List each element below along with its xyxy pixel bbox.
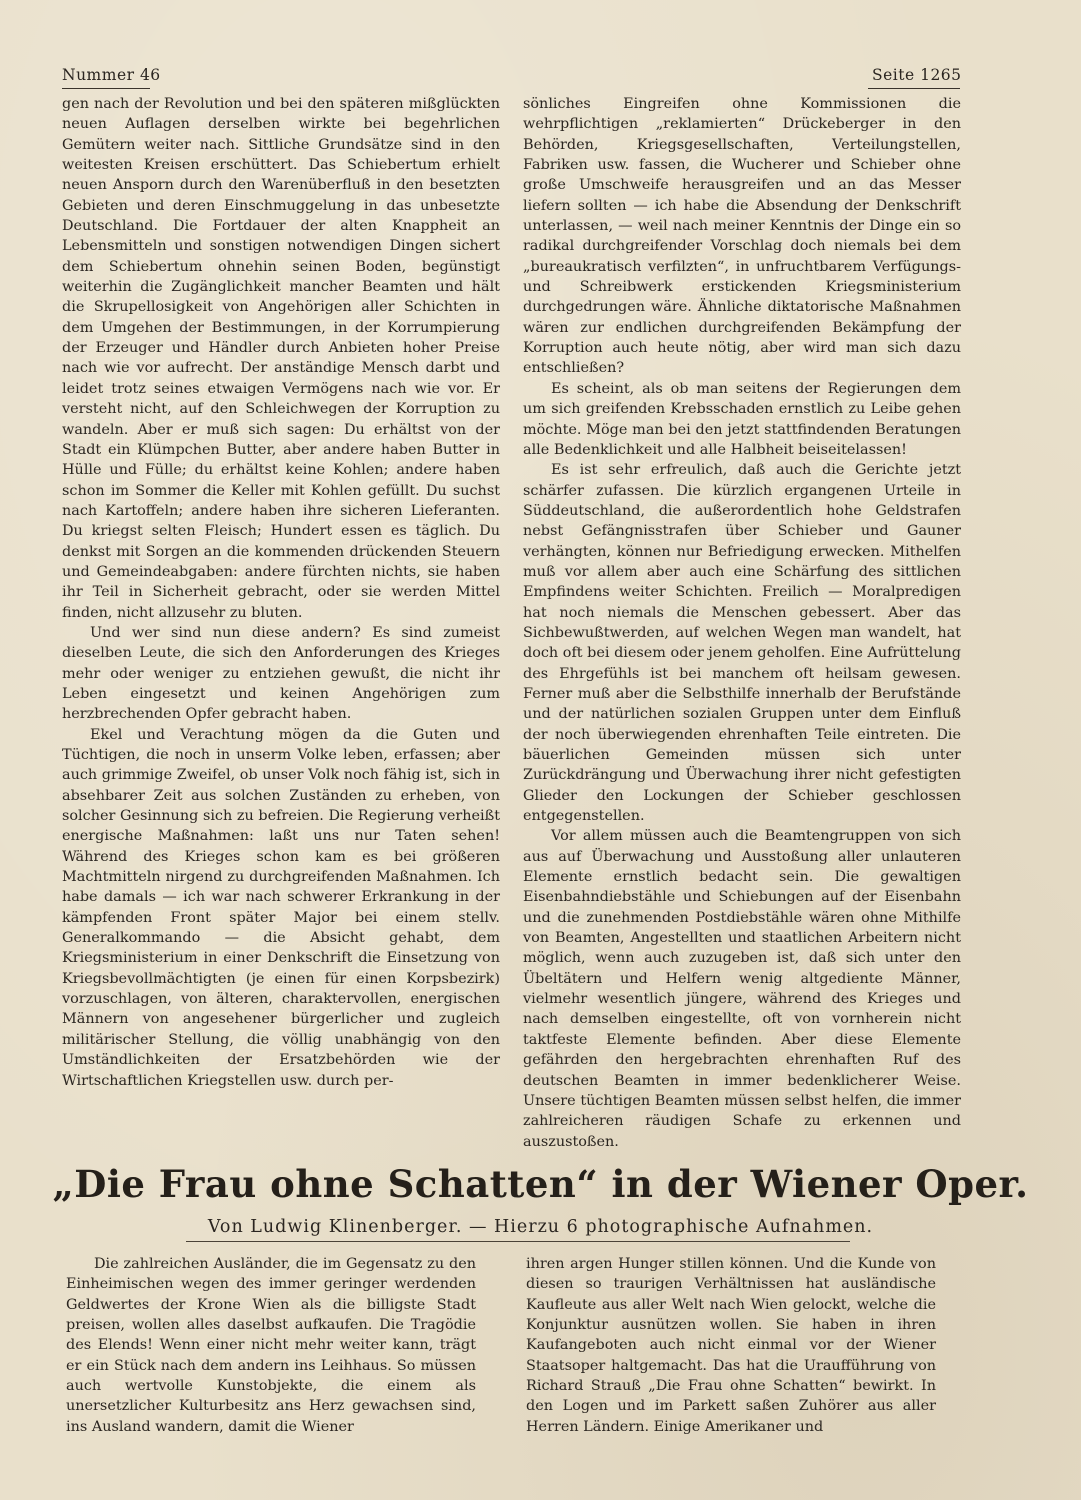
paragraph: gen nach der Revolution und bei den späteren mißglückten neuen Auflagen derselben wirkte bei begehrlichen Gemütern weiter nach. Sittliche Grundsätze sind in den weitesten Kreisen erschüttert. Das Schiebertum erhielt neuen Ansporn durch den Warenüberfluß in den besetzten Gebieten und deren Einschmuggelung in das unbesetzte Deutschland. Die Fortdauer der alten Knappheit an Lebensmitteln und sonstigen notwendigen Dingen sichert dem Schiebertum ohnehin seinen Boden, begünstigt weiterhin die Zugänglichkeit mancher Beamten und hält die Skrupellosigkeit von Angehörigen aller Schichten in dem Umgehen der Bestimmungen, in der Korrumpierung der Erzeuger und Händler durch Anbieten hoher Preise nach wie vor aufrecht. Der anständige Mensch darbt und leidet trotz seines etwaigen Vermögens nach wie vor. Er versteht nicht, auf den Schleichwegen der Korruption zu wandeln. Aber er muß sich sagen: Du erhältst von der Stadt ein Klümpchen Butter, aber andere haben Butter in Hülle und Fülle; du erhältst keine Kohlen; andere haben schon im Sommer die Keller mit Kohlen gefüllt. Du suchst nach Kartoffeln; andere haben ihre sicheren Lieferanten. Du kriegst selten Fleisch; Hundert essen es täglich. Du denkst mit Sorgen an die kommenden drückenden Steuern und Gemeindeabgaben: andere fürchten nichts, sie haben ihr Teil in Sicherheit gebracht, oder sie werden Mittel finden, nicht allzusehr zu bluten. (62, 96, 500, 621)
byline-rule (186, 1241, 850, 1242)
header-rule-right (868, 88, 960, 89)
page-number: Seite 1265 (872, 66, 962, 84)
issue-number: Nummer 46 (62, 66, 161, 84)
paragraph: Ekel und Verachtung mögen da die Guten und Tüchtigen, die noch in unserm Volke leben, erfassen; aber auch grimmige Zweifel, ob unser Volk noch fähig ist, sich in absehbarer Zeit aus solchen Zuständen zu erheben, von solcher Gesinnung sich zu befreien. Die Regierung verheißt energische Maßnahmen: laßt uns nur Taten sehen! Während des Krieges schon kam es bei größeren Machtmitteln nirgend zu durchgreifenden Maßnahmen. Ich habe damals — ich war nach schwerer Erkrankung in der kämpfenden Front später Major bei einem stellv. Generalkommando — die Absicht gehabt, dem Kriegsministerium in einer Denkschrift die Einsetzung von Kriegsbevollmächtigten (je einen für einen Korpsbezirk) vorzuschlagen, von älteren, charaktervollen, energischen Männern von angesehener bürgerlicher und zugleich militärischer Stellung, die völlig unabhängig von den Umständlichkeiten der Ersatzbehörden wie der Wirtschaftlichen Kriegstellen usw. durch per- (62, 726, 500, 1089)
paragraph: Es ist sehr erfreulich, daß auch die Gerichte jetzt schärfer zufassen. Die kürzlich ergangenen Urteile in Süddeutschland, die außerordentlich hohe Geldstrafen nebst Gefängnisstrafen über Schieber und Gauner verhängten, können nur Befriedigung erwecken. Mithelfen muß vor allem aber auch eine Schärfung des sittlichen Empfindens weiter Schichten. Freilich — Moralpredigen hat noch niemals die Menschen gebessert. Aber das Sichbewußtwerden, auf welchen Wegen man wandelt, hat doch oft bei diesem oder jenem geholfen. Eine Aufrüttelung des Ehrgefühls ist bei manchem oft heilsam gewesen. Ferner muß aber die Selbsthilfe innerhalb der Berufstände und der natürlichen sozialen Gruppen unter dem Einfluß der noch überwiegenden ehrenhaften Teile eintreten. Die bäuerlichen Gemeinden müssen sich unter Zurückdrängung und Überwachung ihrer nicht gefestigten Glieder den Lockungen der Schieber geschlossen entgegenstellen. (523, 462, 961, 825)
article-byline: Von Ludwig Klinenberger. — Hierzu 6 photographische Aufnahmen. (207, 1217, 874, 1237)
paragraph: Es scheint, als ob man seitens der Regierungen dem um sich greifenden Krebsschaden ernstlich zu Leibe gehen möchte. Möge man bei den jetzt stattfindenden Beratungen alle Bedenklichkeit und alle Halbheit beiseitelassen! (523, 380, 961, 458)
article-title: „Die Frau ohne Schatten“ in der Wiener Oper. (52, 1162, 1029, 1206)
paragraph: Und wer sind nun diese andern? Es sind zumeist dieselben Leute, die sich den Anforderungen des Krieges mehr oder weniger zu entziehen gewußt, die nicht ihr Leben eingesetzt und keinen Angehörigen zum herzbrechenden Opfer gebracht haben. (62, 624, 500, 723)
paragraph: Die zahlreichen Ausländer, die im Gegensatz zu den Einheimischen wegen des immer geringer werdenden Geldwertes der Krone Wien als die billigste Stadt preisen, wollen alles daselbst aufkaufen. Die Tragödie des Elends! Wenn einer nicht mehr weiter kann, trägt er ein Stück nach dem andern ins Leihhaus. So müssen auch wertvolle Kunstobjekte, die einem als unersetzlicher Kulturbesitz ans Herz gewachsen sind, ins Ausland wandern, damit die Wiener (66, 1256, 476, 1435)
right-column-top (523, 94, 961, 1152)
header-rule-left (62, 88, 150, 89)
paragraph: sönliches Eingreifen ohne Kommissionen die wehrpflichtigen „reklamierten“ Drückeberger in den Behörden, Kriegsgesellschaften, Verteilungstellen, Fabriken usw. fassen, die Wucherer und Schieber ohne große Umschweife herausgreifen und an das Messer liefern sollten — ich habe die Absendung der Denkschrift unterlassen, — weil nach meiner Kenntnis der Dinge ein so radikal durchgreifender Vorschlag doch niemals bei dem „bureaukratisch verfilzten“, in unfruchtbarem Verfügungs- und Schreibwerk erstickenden Kriegsministerium durchgedrungen wäre. Ähnliche diktatorische Maßnahmen wären zur endlichen durchgreifenden Bekämpfung der Korruption auch heute nötig, aber wird man sich dazu entschließen? (523, 96, 961, 377)
left-column-top (62, 94, 500, 1091)
left-column-bottom (66, 1254, 476, 1437)
paragraph: Vor allem müssen auch die Beamtengruppen von sich aus auf Überwachung und Ausstoßung aller unlauteren Elemente ernstlich bedacht sein. Die gewaltigen Eisenbahndiebstähle und Schiebungen auf der Eisenbahn und die zunehmenden Postdiebstähle wären ohne Mithilfe von Beamten, Angestellten und staatlichen Arbeitern nicht möglich, wenn auch zuzugeben ist, daß sich unter den Übeltätern und Helfern wenig altgediente Männer, vielmehr wesentlich jüngere, während des Krieges und nach demselben eingestellte, oft von vornherein nicht taktfeste Elemente befinden. Aber diese Elemente gefährden den hergebrachten ehrenhaften Ruf des deutschen Beamten in immer bedenklicherer Weise. Unsere tüchtigen Beamten müssen selbst helfen, die immer zahlreicheren räudigen Schafe zu erkennen und auszustoßen. (523, 828, 961, 1150)
right-column-bottom (526, 1254, 936, 1437)
paragraph: ihren argen Hunger stillen können. Und die Kunde von diesen so traurigen Verhältnissen hat ausländische Kaufleute aus aller Welt nach Wien gelockt, welche die Konjunktur ausnützen wollen. Sie haben in ihren Kaufangeboten auch nicht einmal vor der Wiener Staatsoper haltgemacht. Das hat die Uraufführung von Richard Strauß „Die Frau ohne Schatten“ bewirkt. In den Logen und im Parkett saßen Zuhörer aus aller Herren Ländern. Einige Amerikaner und (526, 1256, 936, 1435)
